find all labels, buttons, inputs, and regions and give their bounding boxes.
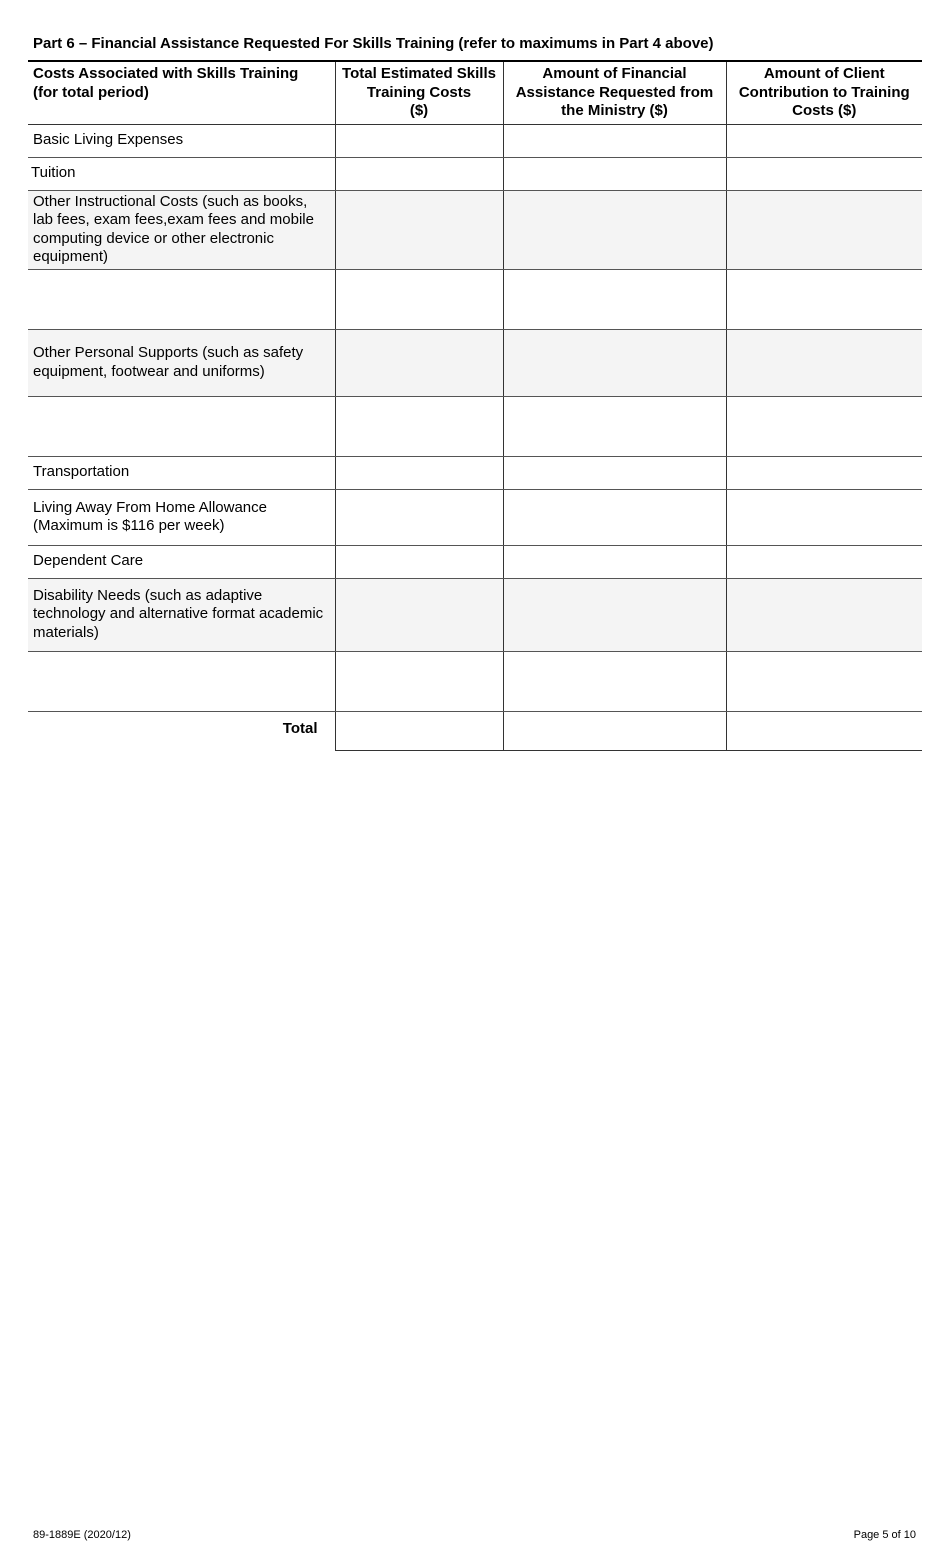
tuition-ministry-field[interactable]: [503, 157, 726, 190]
other-instructional-extra-ministry-field[interactable]: [503, 269, 726, 329]
total-client-field[interactable]: [726, 711, 922, 750]
header-ministry-amount-line1: Amount of Financial: [542, 65, 687, 82]
tuition-client-field[interactable]: [726, 157, 922, 190]
row-label-disability-extra[interactable]: [28, 651, 335, 711]
other-personal-extra-client-field[interactable]: [726, 396, 922, 456]
header-total-estimated-line2: Training Costs: [366, 83, 472, 101]
table-row: [28, 578, 922, 651]
row-label-other-instructional-extra[interactable]: [28, 269, 335, 329]
table-row: [28, 651, 922, 711]
table-row: [28, 456, 922, 489]
other-instructional-extra-client-field[interactable]: [726, 269, 922, 329]
header-total-estimated-line1: Total Estimated Skills: [342, 65, 496, 82]
table-row: [28, 269, 922, 329]
disability-needs-total-field[interactable]: [335, 578, 503, 651]
form-number: 89-1889E (2020/12): [33, 1529, 131, 1541]
header-ministry-amount-line2: Assistance Requested from: [515, 83, 714, 101]
row-label-other-instructional: Other Instructional Costs (such as books, lab fees, exam fees,exam fees and mobile computing device or other electronic equipment): [28, 190, 335, 269]
row-label-tuition: Tuition: [28, 157, 335, 190]
table-row: [28, 489, 922, 545]
table-row: [28, 396, 922, 456]
other-personal-ministry-field[interactable]: [503, 329, 726, 396]
header-total-estimated: [335, 61, 503, 124]
other-instructional-client-field[interactable]: [726, 190, 922, 269]
total-estimated-field[interactable]: [335, 711, 503, 750]
disability-extra-total-field[interactable]: [335, 651, 503, 711]
row-label-disability-needs: Disability Needs (such as adaptive technology and alternative format academic materials): [28, 578, 335, 651]
header-client-contribution-line1: Amount of Client: [763, 65, 885, 82]
living-away-ministry-field[interactable]: [503, 489, 726, 545]
disability-extra-ministry-field[interactable]: [503, 651, 726, 711]
other-personal-total-field[interactable]: [335, 329, 503, 396]
header-total-estimated-line3: ($): [409, 102, 429, 119]
other-personal-extra-total-field[interactable]: [335, 396, 503, 456]
tuition-total-field[interactable]: [335, 157, 503, 190]
other-instructional-ministry-field[interactable]: [503, 190, 726, 269]
dependent-care-client-field[interactable]: [726, 545, 922, 578]
table-row: [28, 124, 922, 157]
table-row: [28, 329, 922, 396]
living-away-client-field[interactable]: [726, 489, 922, 545]
disability-needs-client-field[interactable]: [726, 578, 922, 651]
basic-living-ministry-field[interactable]: [503, 124, 726, 157]
row-label-basic-living: Basic Living Expenses: [28, 124, 335, 157]
table-row: [28, 157, 922, 190]
other-personal-client-field[interactable]: [726, 329, 922, 396]
total-ministry-field[interactable]: [503, 711, 726, 750]
row-label-transportation: Transportation: [28, 456, 335, 489]
row-label-living-away: Living Away From Home Allowance (Maximum is $116 per week): [28, 489, 335, 545]
header-cost-category: [28, 61, 335, 124]
basic-living-total-field[interactable]: [335, 124, 503, 157]
other-instructional-total-field[interactable]: [335, 190, 503, 269]
other-instructional-extra-total-field[interactable]: [335, 269, 503, 329]
transportation-total-field[interactable]: [335, 456, 503, 489]
row-label-dependent-care: Dependent Care: [28, 545, 335, 578]
disability-extra-client-field[interactable]: [726, 651, 922, 711]
table-row: [28, 190, 922, 269]
header-ministry-amount: [503, 61, 726, 124]
header-ministry-amount-line3: the Ministry ($): [561, 102, 668, 119]
header-client-contribution-line3: Costs ($): [792, 102, 857, 119]
dependent-care-total-field[interactable]: [335, 545, 503, 578]
transportation-client-field[interactable]: [726, 456, 922, 489]
header-cost-category-line2: (for total period): [33, 83, 149, 101]
dependent-care-ministry-field[interactable]: [503, 545, 726, 578]
living-away-total-field[interactable]: [335, 489, 503, 545]
part-title: Part 6 – Financial Assistance Requested For Skills Training (refer to maximums in Part 4 above): [33, 35, 714, 52]
header-client-contribution: [726, 61, 922, 124]
total-row: [28, 711, 922, 750]
row-label-other-personal-extra[interactable]: [28, 396, 335, 456]
transportation-ministry-field[interactable]: [503, 456, 726, 489]
row-label-other-personal-supports: Other Personal Supports (such as safety equipment, footwear and uniforms): [28, 329, 335, 396]
header-cost-category-line1: Costs Associated with Skills Training: [33, 65, 299, 82]
page-number: Page 5 of 10: [853, 1529, 916, 1541]
other-personal-extra-ministry-field[interactable]: [503, 396, 726, 456]
header-client-contribution-line2: Contribution to Training: [738, 83, 910, 101]
disability-needs-ministry-field[interactable]: [503, 578, 726, 651]
financial-assistance-table: [28, 60, 922, 751]
table-row: [28, 545, 922, 578]
total-label: Total: [282, 719, 318, 737]
basic-living-client-field[interactable]: [726, 124, 922, 157]
